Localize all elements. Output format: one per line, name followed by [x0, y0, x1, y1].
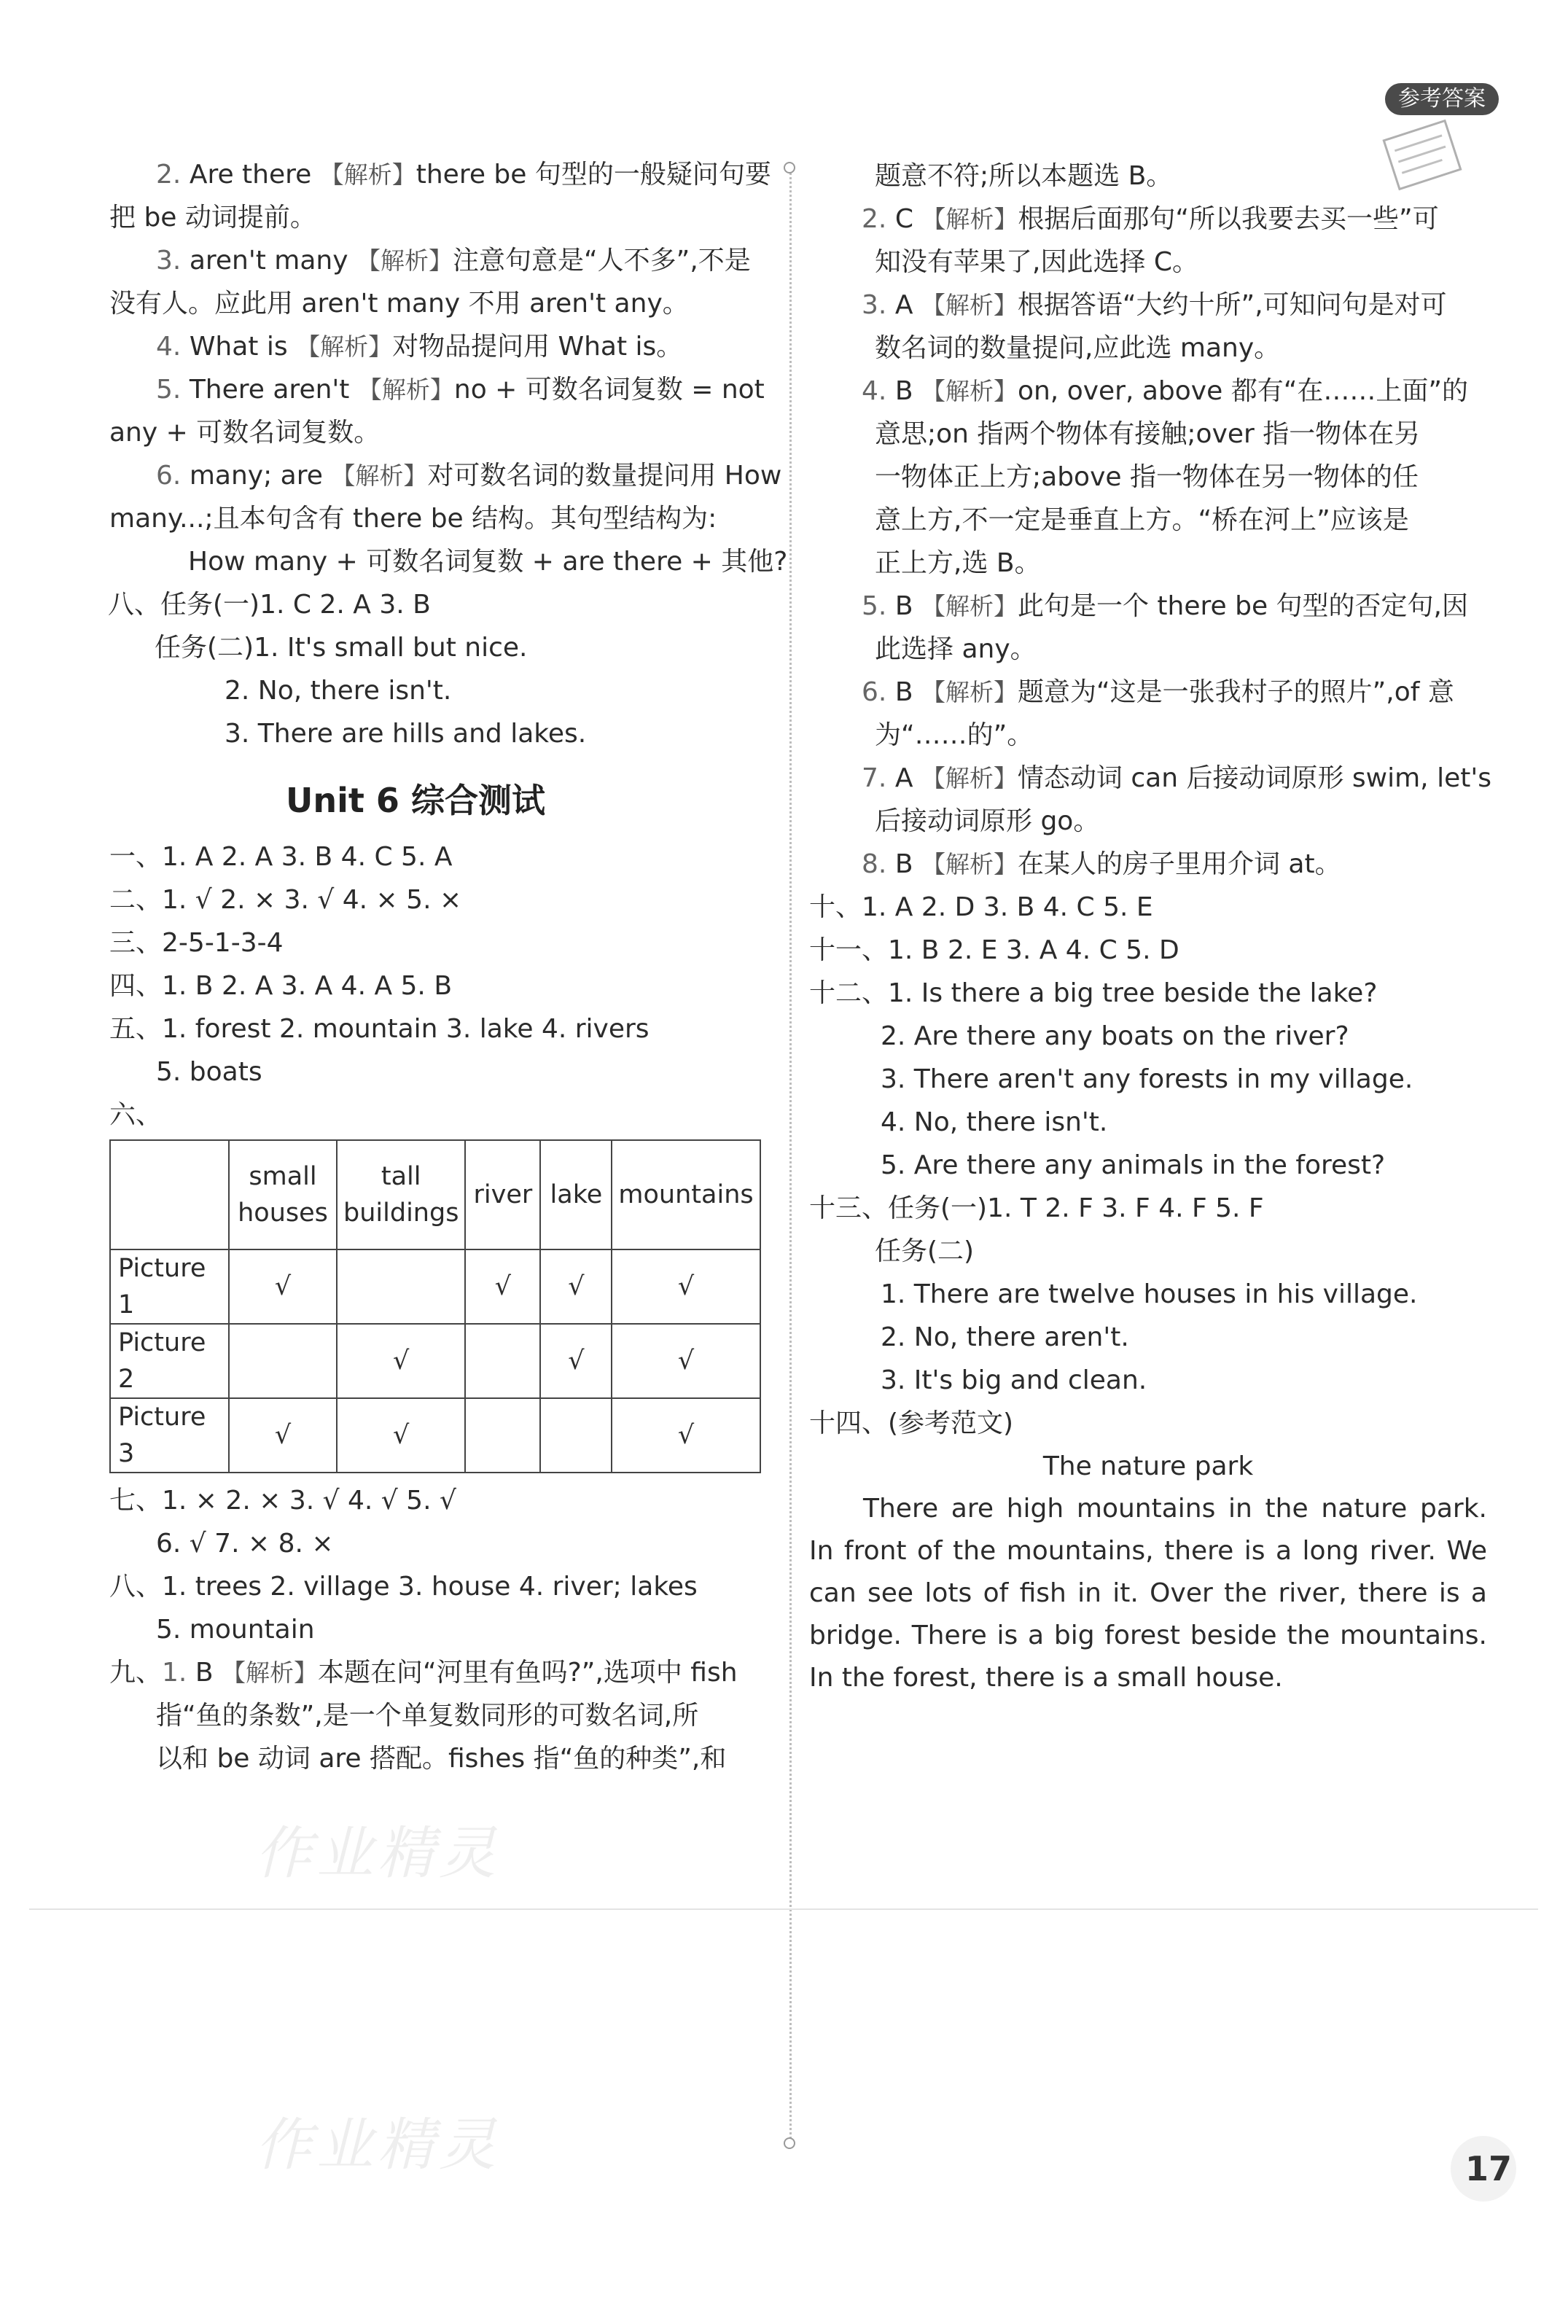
- answer-line: 以和 be 动词 are 搭配。fishes 指“鱼的种类”,和: [156, 1744, 727, 1774]
- answer-line: 为“……的”。: [875, 720, 1034, 750]
- answer-line: 此选择 any。: [875, 634, 1037, 664]
- section-line: 5. boats: [156, 1057, 262, 1087]
- section-line: 十三、任务(一)1. T 2. F 3. F 4. F 5. F: [809, 1193, 1264, 1223]
- task2-answer: 2. No, there aren't.: [881, 1322, 1129, 1352]
- task2-answer: 3. There are hills and lakes.: [225, 719, 587, 749]
- table-cell: √: [540, 1324, 612, 1398]
- section-line: 二、1. √ 2. × 3. √ 4. × 5. ×: [109, 885, 462, 915]
- table-cell: Picture 2: [110, 1324, 229, 1398]
- answer-line: any + 可数名词复数。: [109, 418, 381, 448]
- essay-body: There are high mountains in the nature park. In front of the mountains, there is a long river. We can see lots of fish in it. Over the river, there is a bridge. There is a big forest beside the mountains. In the forest, there is a small house.: [809, 1494, 1487, 1693]
- answer-line: 4. B 【解析】on, over, above 都有“在……上面”的: [862, 376, 1468, 406]
- section-line: 八、1. trees 2. village 3. house 4. river; lakes: [109, 1572, 698, 1602]
- task2-answer: 3. It's big and clean.: [881, 1365, 1147, 1395]
- table-header-cell: river: [465, 1140, 540, 1249]
- table-cell: Picture 3: [110, 1398, 229, 1473]
- right-column: [809, 155, 1491, 1699]
- answer-line: 题意不符;所以本题选 B。: [875, 161, 1173, 191]
- section-line: 3. There aren't any forests in my village.: [881, 1064, 1413, 1094]
- answer-line: 知没有苹果了,因此选择 C。: [875, 247, 1199, 277]
- answer-line: 没有人。应此用 aren't many 不用 aren't any。: [109, 289, 689, 319]
- table-cell: √: [540, 1249, 612, 1324]
- table-cell: √: [612, 1249, 760, 1324]
- answer-line: 意上方,不一定是垂直上方。“桥在河上”应该是: [875, 505, 1409, 535]
- section-label: 六、: [109, 1100, 163, 1130]
- answer-key-badge: 参考答案: [1385, 83, 1499, 115]
- table-header-cell: mountains: [612, 1140, 760, 1249]
- answer-line: 后接动词原形 go。: [875, 806, 1100, 836]
- unit-heading: Unit 6 综合测试: [286, 781, 545, 820]
- table-header-cell: lake: [540, 1140, 612, 1249]
- table-cell: √: [612, 1324, 760, 1398]
- table-cell: Picture 1: [110, 1249, 229, 1324]
- table-cell: √: [337, 1324, 465, 1398]
- answer-line: 4. What is 【解析】对物品提问用 What is。: [156, 332, 683, 362]
- section-line: 6. √ 7. × 8. ×: [156, 1529, 334, 1559]
- answer-line: 一物体正上方;above 指一物体在另一物体的任: [875, 462, 1419, 492]
- section-line: 4. No, there isn't.: [881, 1107, 1108, 1137]
- answer-table: [109, 1139, 761, 1473]
- answer-line: 正上方,选 B。: [875, 548, 1041, 578]
- answer-line: How many + 可数名词复数 + are there + 其他?: [188, 547, 788, 577]
- answer-line: 5. There aren't 【解析】no + 可数名词复数 = not: [156, 375, 765, 405]
- section-line: 十一、1. B 2. E 3. A 4. C 5. D: [809, 935, 1179, 965]
- table-header-cell: tall buildings: [337, 1140, 465, 1249]
- answer-line: 6. B 【解析】题意为“这是一张我村子的照片”,of 意: [862, 677, 1454, 707]
- section-ba: 八、任务(一)1. C 2. A 3. B: [108, 590, 431, 620]
- table-row: [110, 1398, 760, 1473]
- task2-answer: 1. There are twelve houses in his village.: [881, 1279, 1418, 1309]
- table-header-cell: [110, 1140, 229, 1249]
- answer-line: 5. B 【解析】此句是一个 there be 句型的否定句,因: [862, 591, 1468, 621]
- answer-line: 把 be 动词提前。: [109, 203, 316, 233]
- answer-line: many...;且本句含有 there be 结构。其句型结构为:: [109, 504, 717, 534]
- table-cell: [540, 1398, 612, 1473]
- table-cell: √: [465, 1249, 540, 1324]
- table-cell: [465, 1398, 540, 1473]
- table-cell: √: [337, 1398, 465, 1473]
- task2-label: 任务(二): [875, 1236, 975, 1266]
- left-column: [108, 153, 788, 1780]
- task2-label: 任务(二)1. It's small but nice.: [155, 633, 528, 663]
- answer-line: 3. aren't many 【解析】注意句意是“人不多”,不是: [156, 246, 751, 276]
- section-line: 四、1. B 2. A 3. A 4. A 5. B: [109, 971, 453, 1001]
- table-header-row: [110, 1140, 760, 1249]
- section-line: 三、2-5-1-3-4: [109, 928, 284, 958]
- section-line: 2. Are there any boats on the river?: [881, 1021, 1349, 1051]
- answer-line: 意思;on 指两个物体有接触;over 指一物体在另: [875, 419, 1421, 449]
- section-line: 十四、(参考范文): [809, 1408, 1014, 1438]
- page-number: 17: [1465, 2149, 1513, 2188]
- table-cell: √: [229, 1398, 337, 1473]
- table-cell: √: [612, 1398, 760, 1473]
- table-cell: √: [229, 1249, 337, 1324]
- section-line: 十二、1. Is there a big tree beside the lake?: [809, 978, 1378, 1008]
- answer-line: 6. many; are 【解析】对可数名词的数量提问用 How: [156, 461, 782, 491]
- answer-line: 2. Are there 【解析】there be 句型的一般疑问句要: [156, 160, 771, 190]
- section-line: 5. Are there any animals in the forest?: [881, 1150, 1386, 1180]
- answer-line: 2. C 【解析】根据后面那句“所以我要去买一些”可: [862, 204, 1439, 234]
- divider-bottom-dot: [784, 2137, 795, 2149]
- section-line: 七、1. × 2. × 3. √ 4. √ 5. √: [109, 1486, 456, 1516]
- answer-line: 3. A 【解析】根据答语“大约十所”,可知问句是对可: [862, 290, 1447, 320]
- task2-answer: 2. No, there isn't.: [225, 676, 452, 706]
- section-line: 一、1. A 2. A 3. B 4. C 5. A: [109, 842, 453, 872]
- essay-title: The nature park: [1042, 1451, 1254, 1481]
- table-row: [110, 1249, 760, 1324]
- answer-line: 7. A 【解析】情态动词 can 后接动词原形 swim, let's: [862, 763, 1491, 793]
- table-cell: [229, 1324, 337, 1398]
- table-header-cell: small houses: [229, 1140, 337, 1249]
- watermark: 作业精灵: [255, 2113, 501, 2178]
- watermark: 作业精灵: [255, 1821, 501, 1887]
- page-fold-line: [29, 1908, 1538, 1910]
- table-row: [110, 1324, 760, 1398]
- answer-line: 指“鱼的条数”,是一个单复数同形的可数名词,所: [156, 1701, 699, 1731]
- answer-line: 8. B 【解析】在某人的房子里用介词 at。: [862, 849, 1341, 879]
- table-cell: [465, 1324, 540, 1398]
- section-line: 五、1. forest 2. mountain 3. lake 4. rivers: [109, 1014, 650, 1044]
- divider-top-dot: [784, 162, 795, 173]
- column-divider: [789, 168, 792, 2143]
- answer-line: 九、1. B 【解析】本题在问“河里有鱼吗?”,选项中 fish: [109, 1658, 738, 1688]
- section-line: 5. mountain: [156, 1615, 315, 1645]
- section-line: 十、1. A 2. D 3. B 4. C 5. E: [809, 892, 1153, 922]
- answer-line: 数名词的数量提问,应此选 many。: [875, 333, 1281, 363]
- table-cell: [337, 1249, 465, 1324]
